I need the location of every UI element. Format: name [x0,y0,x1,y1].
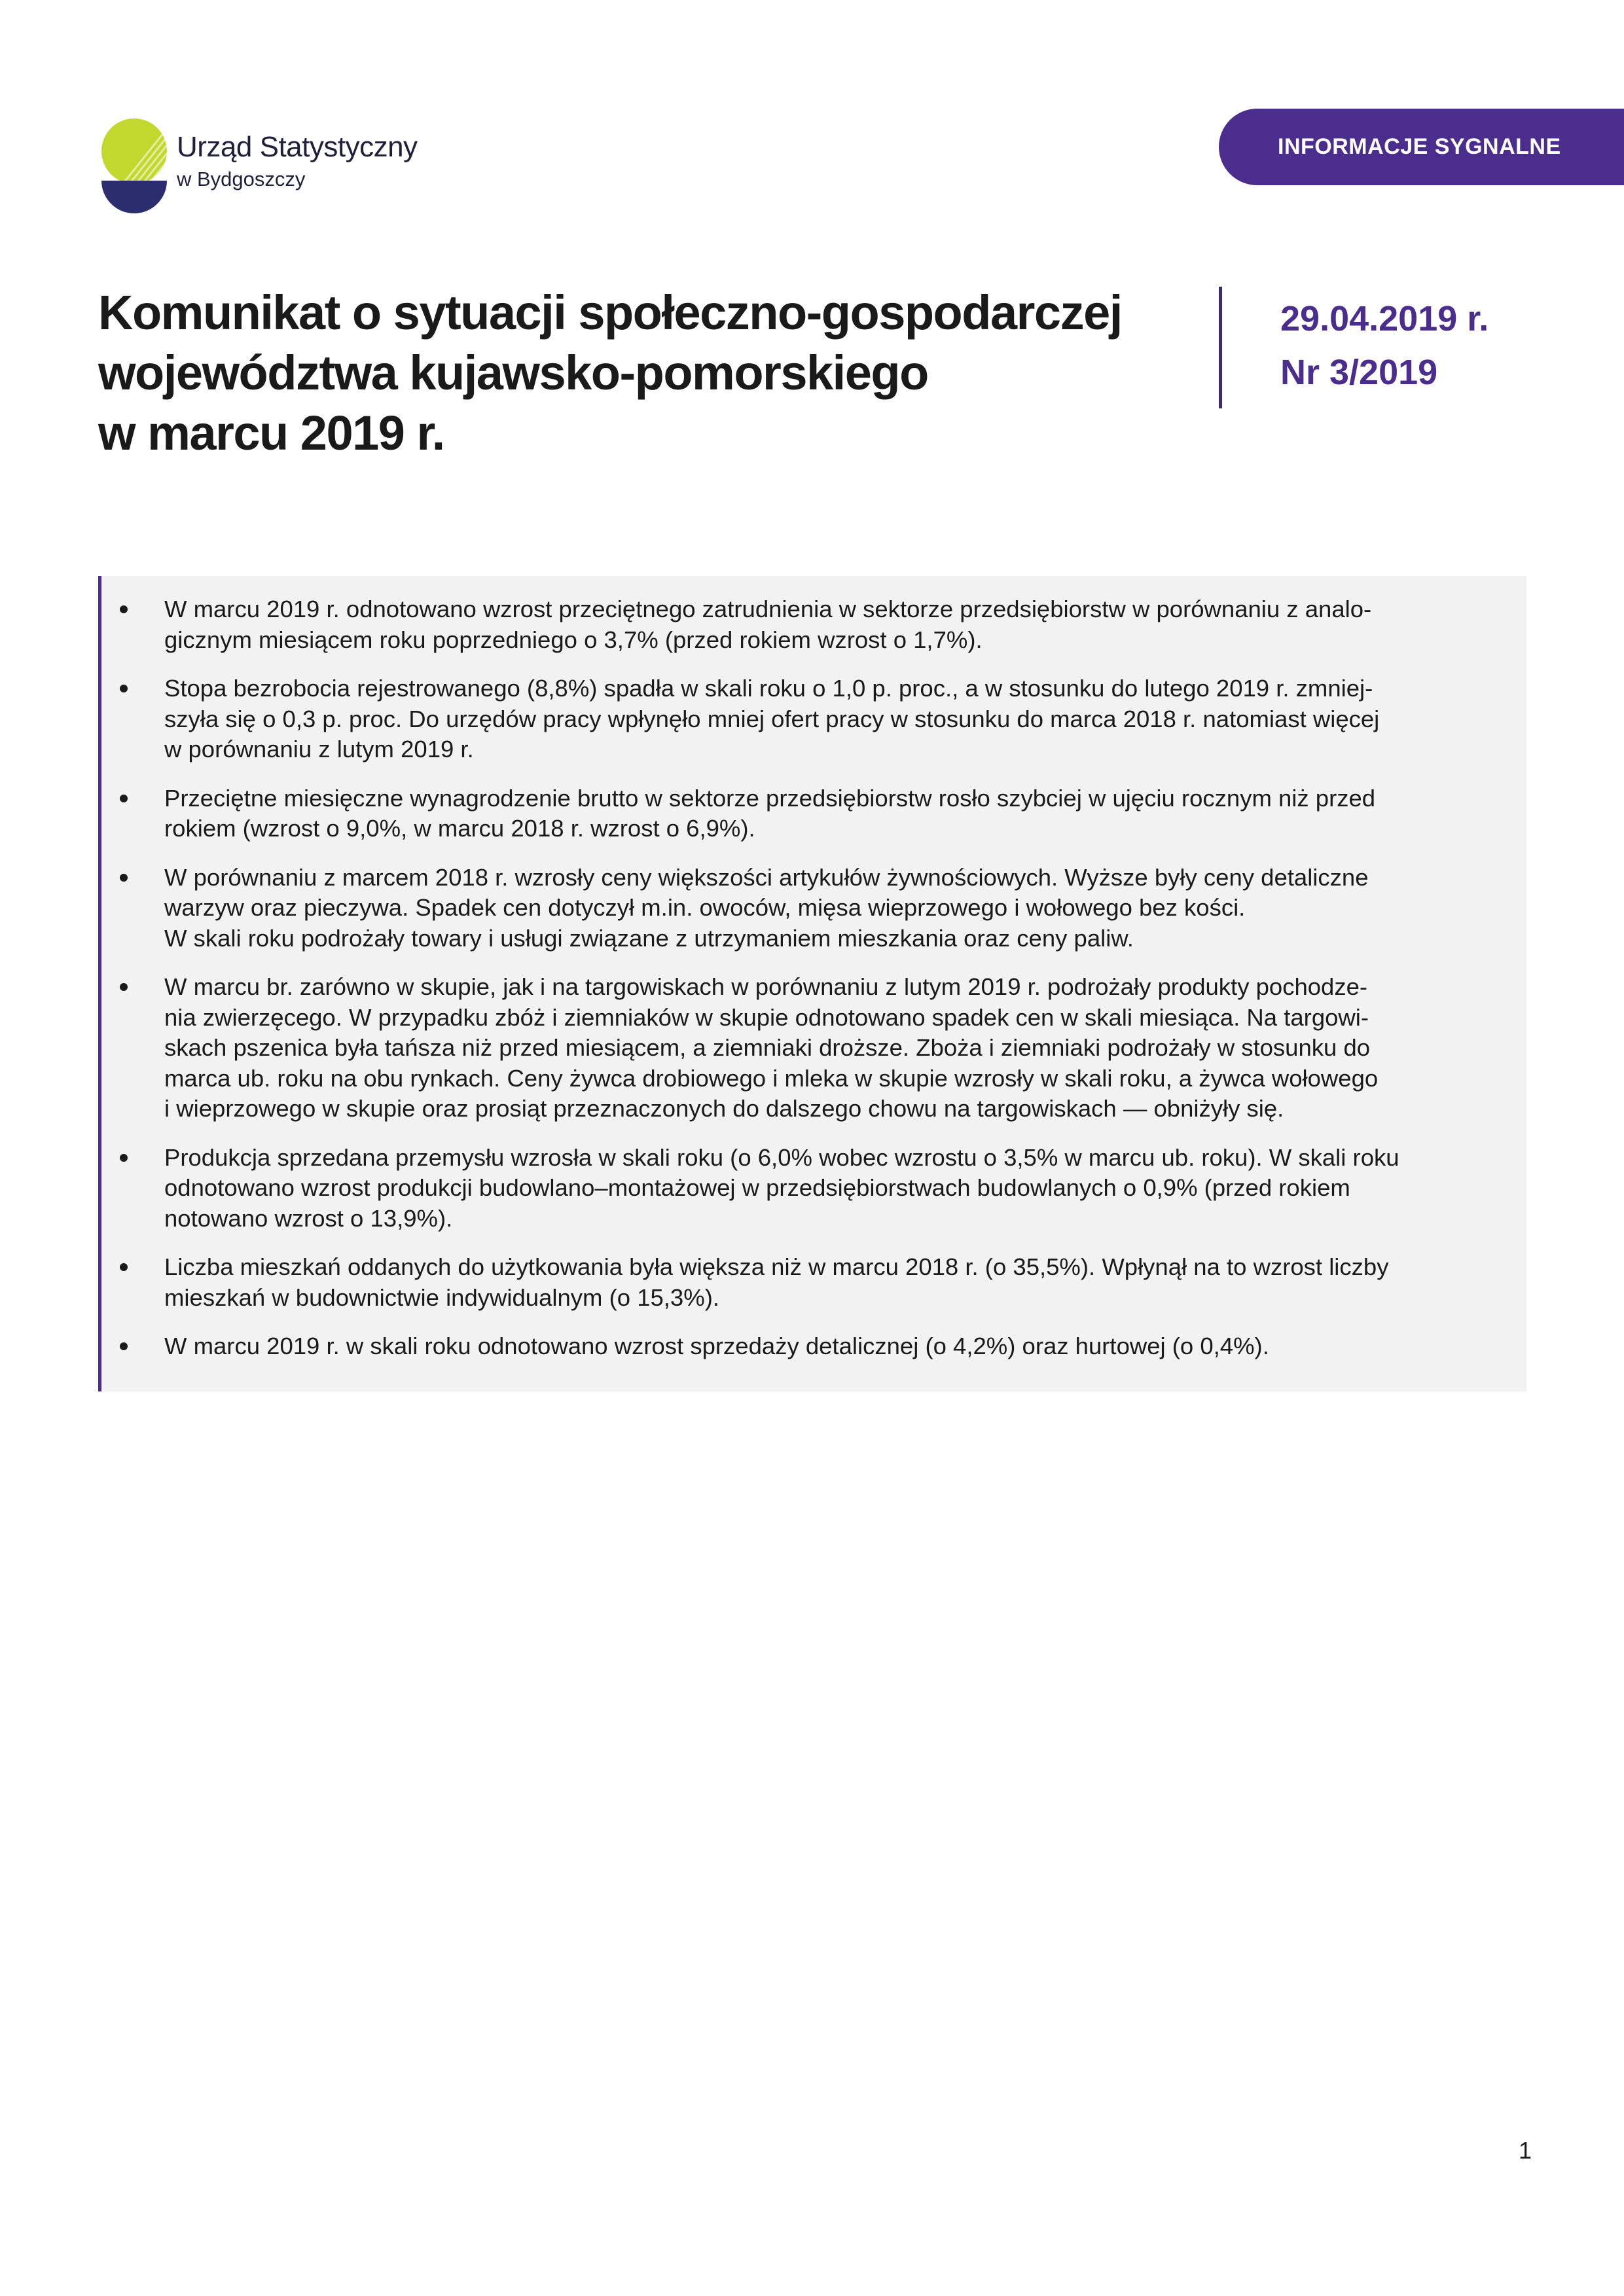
page-title: Komunikat o sytuacji społeczno-gospodarczej województwa kujawsko-pomorskiego w marcu 2019 r. [98,285,1122,460]
logo [99,117,466,215]
summary-item: W marcu br. zarówno w skupie, jak i na targowiskach w porównaniu z lutym 2019 r. podrożały produkty pochodze- nia zwierzęcego. W przypadku zbóż i ziemniaków w skupie odnotowano spadek cen w skali miesiąca. Na targowi- skach pszenica była tańsza niż przed miesiącem, a ziemniaki droższe. Zboża i ziemniaki podrożały w stosunku do marca ub. roku na obu rynkach. Ceny żywca drobiowego i mleka w skupie wzrosły w skali roku, a żywca wołowego i wieprzowego w skupie oraz prosiąt przeznaczonych do dalszego chowu na targowiskach — obniżyły się. [101,972,1507,1124]
summary-item: Stopa bezrobocia rejestrowanego (8,8%) spadła w skali roku o 1,0 p. proc., a w stosunku do lutego 2019 r. zmniej- szyła się o 0,3 p. proc. Do urzędów pracy wpłynęło mniej ofert pracy w stosunku do marca 2018 r. natomiast więcej w porównaniu z lutym 2019 r. [101,673,1507,765]
summary-item: W marcu 2019 r. w skali roku odnotowano wzrost sprzedaży detalicznej (o 4,2%) oraz hurtowej (o 0,4%). [101,1331,1507,1362]
summary-item: Przeciętne miesięczne wynagrodzenie brutto w sektorze przedsiębiorstw rosło szybciej w ujęciu rocznym niż przed rokiem (wzrost o 9,0%, w marcu 2018 r. wzrost o 6,9%). [101,783,1507,844]
publication-meta [1280,292,1489,399]
info-badge: INFORMACJE SYGNALNE [1219,109,1624,185]
logo-title: Urząd Statystyczny [177,131,418,163]
summary-box [98,576,1526,1391]
page-number: 1 [1518,2137,1532,2164]
summary-item: W marcu 2019 r. odnotowano wzrost przeciętnego zatrudnienia w sektorze przedsiębiorstw w porównaniu z analo- gicznym miesiącem roku poprzedniego o 3,7% (przed rokiem wzrost o 1,7%). [101,594,1507,655]
publication-date: 29.04.2019 r. [1280,299,1489,338]
publication-number: Nr 3/2019 [1280,353,1438,392]
summary-item: Liczba mieszkań oddanych do użytkowania była większa niż w marcu 2018 r. (o 35,5%). Wpłynął na to wzrost liczby mieszkań w budownictwie indywidualnym (o 15,3%). [101,1252,1507,1313]
logo-subtitle: w Bydgoszczy [177,168,306,190]
meta-divider [1219,287,1222,408]
summary-item: Produkcja sprzedana przemysłu wzrosła w skali roku (o 6,0% wobec wzrostu o 3,5% w marcu ub. roku). W skali roku odnotowano wzrost produkcji budowlano–montażowej w przedsiębiorstwach budowlanych o 0,9% (przed rokiem notowano wzrost o 13,9%). [101,1143,1507,1234]
summary-list [101,594,1507,1362]
logo-emblem-icon [99,117,169,215]
summary-item: W porównaniu z marcem 2018 r. wzrosły ceny większości artykułów żywnościowych. Wyższe były ceny detaliczne warzyw oraz pieczywa. Spadek cen dotyczył m.in. owoców, mięsa wieprzowego i wołowego bez kości. W skali roku podrożały towary i usługi związane z utrzymaniem mieszkania oraz ceny paliw. [101,863,1507,954]
